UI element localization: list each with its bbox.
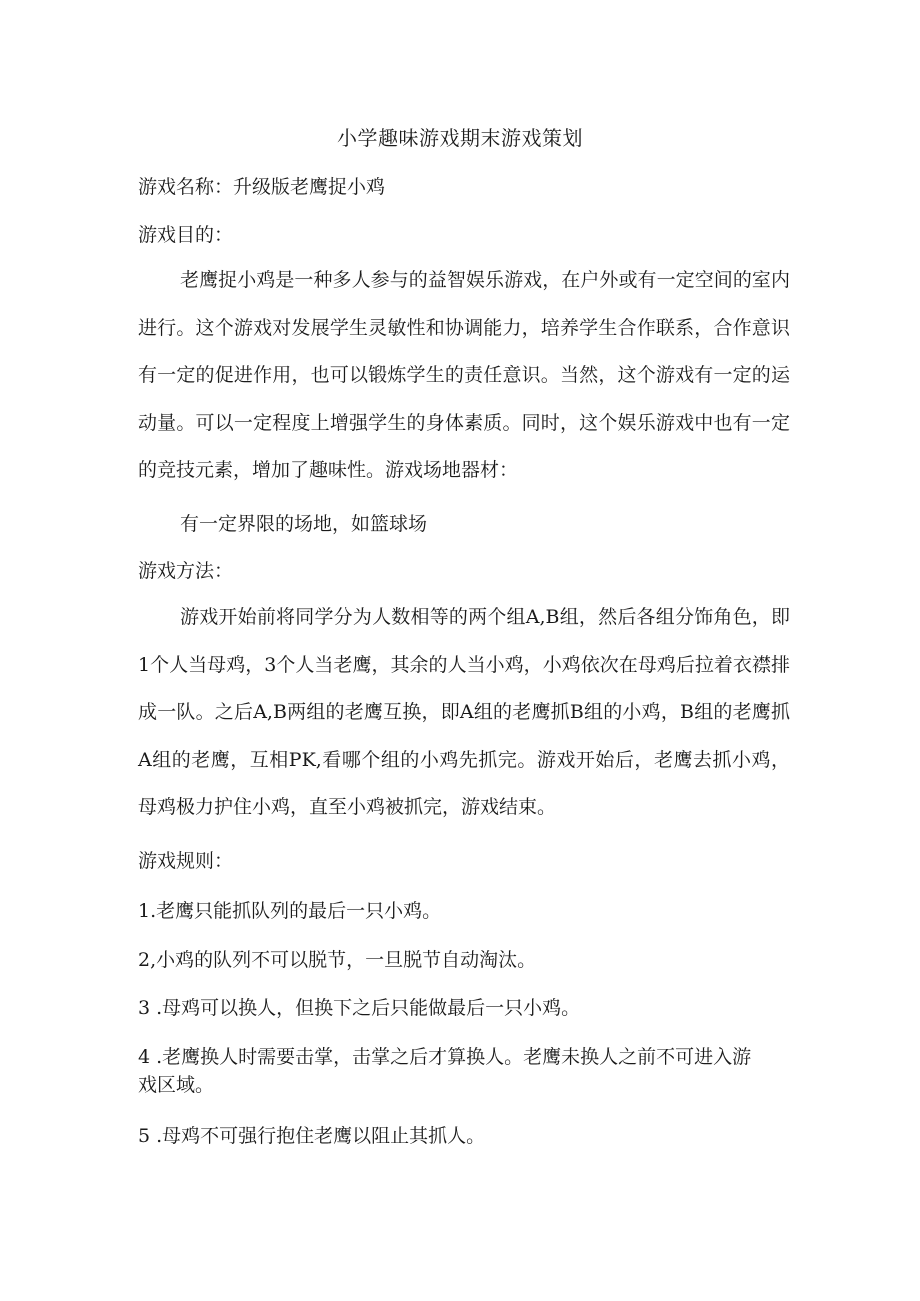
- purpose-heading: 游戏目的：: [138, 224, 234, 246]
- rule-item-4: 4 .老鹰换人时需要击掌，击掌之后才算换人。老鹰未换人之前不可进入游戏区域。: [138, 1046, 752, 1096]
- venue-line: 有一定界限的场地，如篮球场: [180, 513, 428, 535]
- rule-item-2: 2,小鸡的队列不可以脱节，一旦脱节自动淘汰。: [138, 949, 537, 971]
- document-title: 小学趣味游戏期末游戏策划: [337, 126, 583, 150]
- game-name-line: 游戏名称：升级版老鹰捉小鸡: [138, 176, 386, 198]
- rule-item-5: 5 .母鸡不可强行抱住老鹰以阻止其抓人。: [138, 1125, 486, 1147]
- rule-item-3: 3 .母鸡可以换人，但换下之后只能做最后一只小鸡。: [138, 997, 581, 1019]
- method-heading: 游戏方法：: [138, 560, 234, 582]
- purpose-paragraph: 老鹰捉小鸡是一种多人参与的益智娱乐游戏，在户外或有一定空间的室内进行。这个游戏对发展学生灵敏性和协调能力，培养学生合作联系，合作意识有一定的促进作用，也可以锻炼学生的责任意识。当然，这个游戏有一定的运动量。可以一定程度上增强学生的身体素质。同时，这个娱乐游戏中也有一定的竞技元素，增加了趣味性。游戏场地器材：: [138, 269, 790, 481]
- rules-heading: 游戏规则：: [138, 850, 234, 872]
- method-paragraph: 游戏开始前将同学分为人数相等的两个组A,B组，然后各组分饰角色，即1个人当母鸡，3个人当老鹰，其余的人当小鸡，小鸡依次在母鸡后拉着衣襟排成一队。之后A,B两组的老鹰互换，即A组的老鹰抓B组的小鸡，B组的老鹰抓A组的老鹰，互相PK,看哪个组的小鸡先抓完。游戏开始后，老鹰去抓小鸡，母鸡极力护住小鸡，直至小鸡被抓完，游戏结束。: [138, 606, 790, 818]
- rule-item-1: 1.老鹰只能抓队列的最后一只小鸡。: [138, 900, 442, 922]
